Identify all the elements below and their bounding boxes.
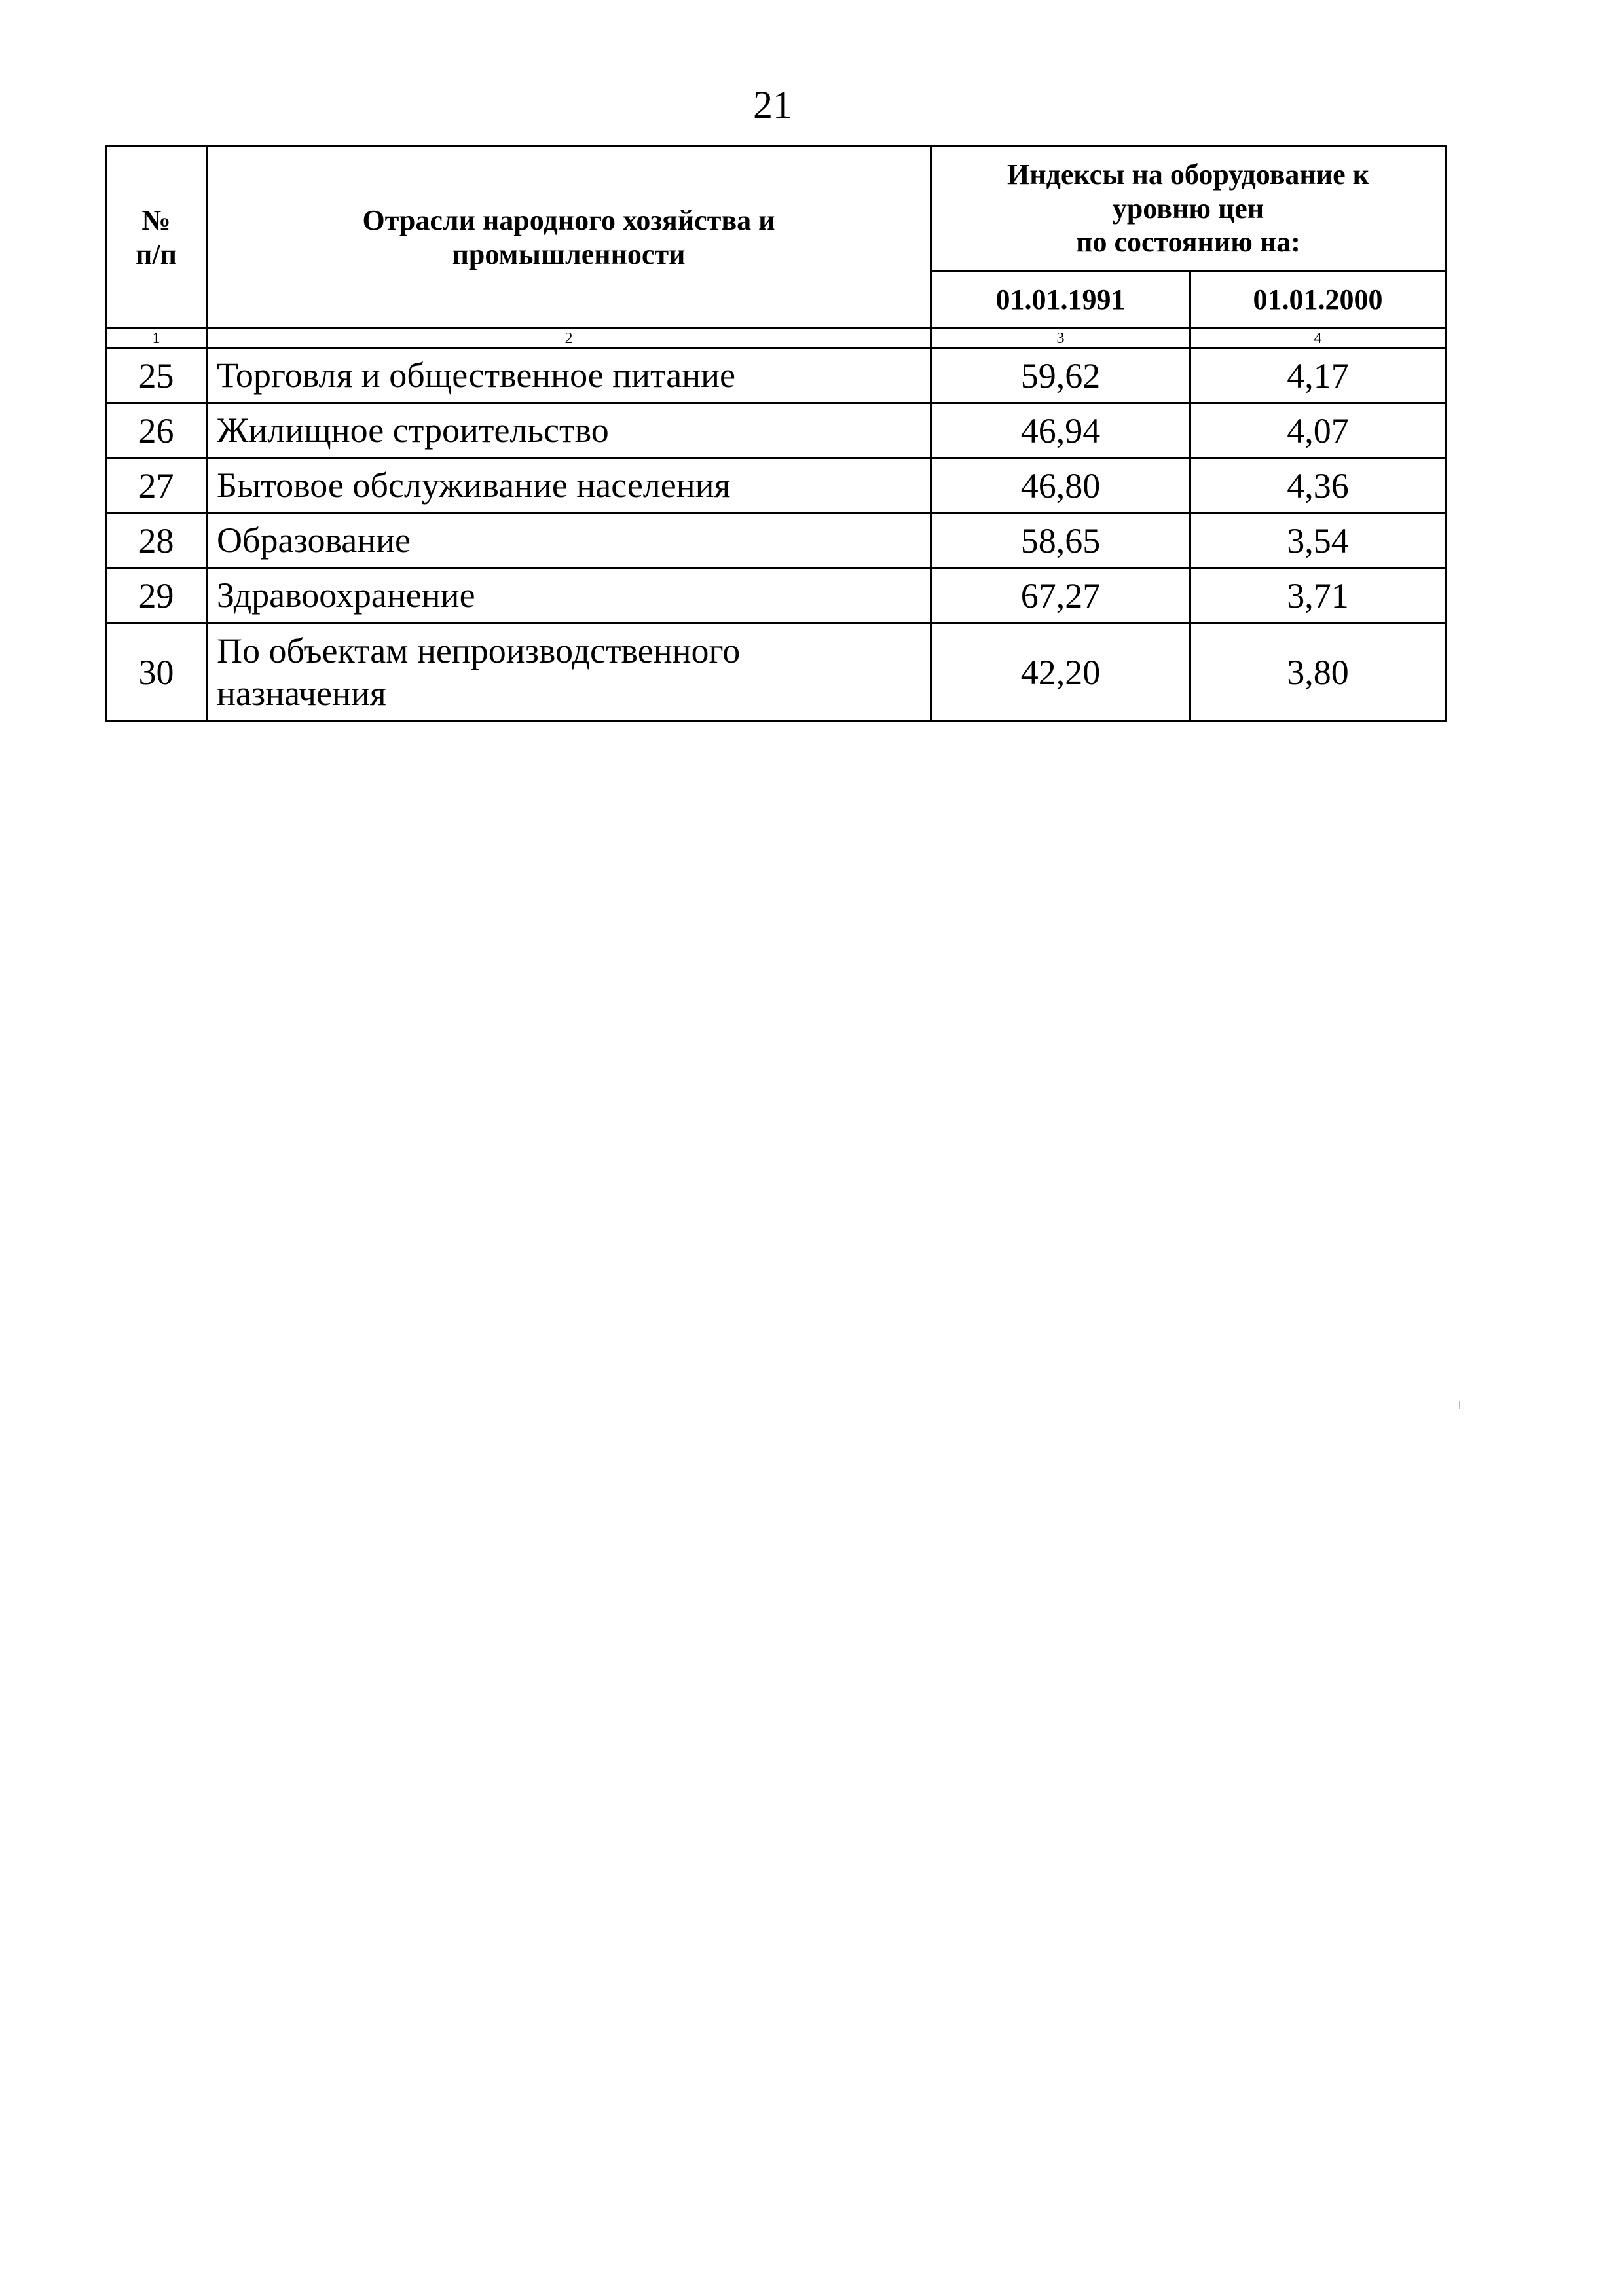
row-index-2000: 4,07 [1190, 403, 1446, 458]
row-index-1991: 42,20 [931, 623, 1190, 721]
equipment-index-table [105, 145, 1447, 722]
table-row [106, 403, 1446, 458]
row-index-2000: 3,71 [1190, 568, 1446, 623]
table-header-row [106, 147, 1446, 271]
row-index-2000: 4,36 [1190, 458, 1446, 513]
row-number: 29 [106, 568, 207, 623]
row-number: 27 [106, 458, 207, 513]
column-numbers-row [106, 329, 1446, 348]
table-row [106, 623, 1446, 721]
row-number: 26 [106, 403, 207, 458]
row-number: 28 [106, 513, 207, 568]
row-index-2000: 3,80 [1190, 623, 1446, 721]
row-index-2000: 4,17 [1190, 348, 1446, 403]
header-index-label-line2: уровню цен [1112, 192, 1264, 225]
column-number-4: 4 [1190, 329, 1446, 348]
column-number-2: 2 [207, 329, 931, 348]
row-branch-name: Торговля и общественное питание [207, 348, 931, 403]
header-number-label-line1: № [141, 204, 171, 236]
row-branch-name-line2: назначения [217, 673, 386, 713]
header-index-label-line3: по состоянию на: [1076, 226, 1301, 259]
header-branch-cell [207, 147, 931, 329]
header-date-1991: 01.01.1991 [931, 271, 1190, 329]
table-row [106, 458, 1446, 513]
row-number: 25 [106, 348, 207, 403]
row-branch-name-line1: По объектам непроизводственного [217, 630, 741, 670]
row-branch-name: Образование [207, 513, 931, 568]
row-index-1991: 46,94 [931, 403, 1190, 458]
scan-speck [1459, 1401, 1460, 1409]
header-branch-label-line1: Отрасли народного хозяйства и [362, 204, 775, 236]
table-row [106, 513, 1446, 568]
row-index-1991: 46,80 [931, 458, 1190, 513]
row-branch-name [207, 623, 931, 721]
column-number-3: 3 [931, 329, 1190, 348]
row-branch-name: Жилищное строительство [207, 403, 931, 458]
header-number-label-line2: п/п [136, 238, 177, 270]
table-row [106, 568, 1446, 623]
table-row [106, 348, 1446, 403]
row-index-1991: 59,62 [931, 348, 1190, 403]
header-branch-label-line2: промышленности [452, 238, 686, 270]
column-number-1: 1 [106, 329, 207, 348]
page-number: 21 [753, 83, 792, 126]
header-index-label-line1: Индексы на оборудование к [1007, 158, 1369, 191]
row-index-2000: 3,54 [1190, 513, 1446, 568]
row-index-1991: 67,27 [931, 568, 1190, 623]
header-index-cell [931, 147, 1446, 271]
row-index-1991: 58,65 [931, 513, 1190, 568]
header-date-2000: 01.01.2000 [1190, 271, 1446, 329]
row-branch-name: Здравоохранение [207, 568, 931, 623]
row-number: 30 [106, 623, 207, 721]
row-branch-name: Бытовое обслуживание населения [207, 458, 931, 513]
header-number-cell [106, 147, 207, 329]
